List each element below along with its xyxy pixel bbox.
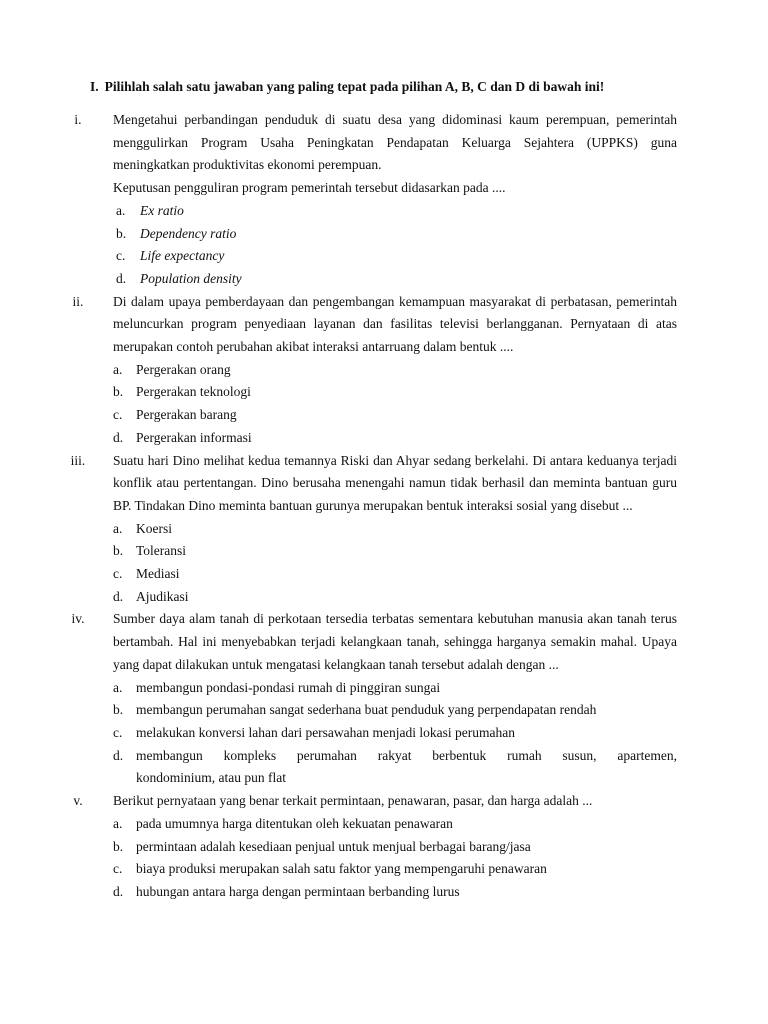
instruction-heading <box>90 78 690 96</box>
option-b[interactable] <box>113 836 677 859</box>
option-text: Ajudikasi <box>136 588 189 604</box>
section-number: I. <box>90 79 99 94</box>
option-d[interactable] <box>113 427 677 450</box>
question-number: i. <box>74 112 82 127</box>
option-d[interactable] <box>113 586 677 609</box>
option-label: a. <box>113 815 123 831</box>
option-label: d. <box>116 270 127 286</box>
question-1 <box>0 109 768 291</box>
option-label: b. <box>116 225 127 241</box>
option-c[interactable] <box>113 858 677 881</box>
question-number: iv. <box>71 611 85 627</box>
option-text: Pergerakan barang <box>136 407 237 423</box>
question-3 <box>0 450 768 609</box>
option-label: b. <box>113 384 124 400</box>
question-stem <box>113 291 677 359</box>
option-a[interactable] <box>113 200 677 223</box>
option-label: a. <box>116 202 126 218</box>
option-b[interactable] <box>113 699 677 722</box>
option-text: Population density <box>140 270 242 286</box>
option-text: pada umumnya harga ditentukan oleh kekuatan penawaran <box>136 815 453 831</box>
option-label: c. <box>113 724 123 740</box>
options-list <box>113 518 677 609</box>
option-label: b. <box>113 543 124 559</box>
option-label: b. <box>113 702 124 718</box>
option-text-continued: kondominium, atau pun flat <box>136 770 286 786</box>
option-text: melakukan konversi lahan dari persawahan menjadi lokasi perumahan <box>136 724 515 740</box>
option-text: permintaan adalah kesediaan penjual untuk menjual berbagai barang/jasa <box>136 838 531 854</box>
option-label: d. <box>113 883 124 899</box>
option-a[interactable] <box>113 813 677 836</box>
question-prompt: Keputusan pengguliran program pemerintah tersebut didasarkan pada .... <box>113 180 506 196</box>
option-label: d. <box>113 588 124 604</box>
question-paragraph: Berikut pernyataan yang benar terkait permintaan, penawaran, pasar, dan harga adalah ... <box>113 793 593 809</box>
option-text: Toleransi <box>136 543 187 559</box>
question-stem <box>113 790 677 813</box>
option-text: Ex ratio <box>140 202 184 218</box>
option-text: Life expectancy <box>140 248 225 264</box>
option-b[interactable] <box>113 540 677 563</box>
option-label: a. <box>113 361 123 377</box>
question-stem <box>113 450 677 518</box>
option-text: Pergerakan teknologi <box>136 384 251 400</box>
option-d[interactable] <box>113 268 677 291</box>
question-number: ii. <box>72 293 84 309</box>
option-text: membangun kompleks perumahan rakyat berbentuk rumah susun, apartemen, <box>136 747 677 763</box>
question-paragraph: Di dalam upaya pemberdayaan dan pengembangan kemampuan masyarakat di perbatasan, pemerintah meluncurkan program penyediaan layanan dan fasilitas televisi berlangganan. Pernyataan di atas merupakan contoh perubahan akibat interaksi antarruang dalam bentuk .... <box>113 293 677 355</box>
option-c[interactable] <box>113 722 677 745</box>
question-4 <box>0 608 768 790</box>
option-label: d. <box>113 747 124 763</box>
option-a[interactable] <box>113 359 677 382</box>
option-text: membangun pondasi-pondasi rumah di pinggiran sungai <box>136 679 441 695</box>
option-label: a. <box>113 679 123 695</box>
option-c[interactable] <box>113 404 677 427</box>
question-paragraph: Suatu hari Dino melihat kedua temannya Riski dan Ahyar sedang berkelahi. Di antara keduanya terjadi konflik atau pertentangan. Dino berusaha menengahi namun tidak berhasil dan meminta bantuan guru BP. Tindakan Dino meminta bantuan gurunya merupakan bentuk interaksi sosial yang disebut ... <box>113 452 677 513</box>
question-number: iii. <box>70 452 86 468</box>
option-a[interactable] <box>113 518 677 541</box>
option-text: Pergerakan orang <box>136 361 231 377</box>
option-b[interactable] <box>113 223 677 246</box>
option-a[interactable] <box>113 677 677 700</box>
question-stem <box>113 109 677 200</box>
question-stem <box>113 608 677 676</box>
options-list <box>113 813 677 904</box>
option-text: Pergerakan informasi <box>136 429 252 445</box>
instruction-text: Pilihlah salah satu jawaban yang paling tepat pada pilihan A, B, C dan D di bawah ini! <box>104 79 605 94</box>
option-c[interactable] <box>113 563 677 586</box>
option-label: d. <box>113 429 124 445</box>
option-label: b. <box>113 838 124 854</box>
option-label: c. <box>113 566 123 582</box>
option-text: Dependency ratio <box>140 225 237 241</box>
question-5 <box>0 790 768 904</box>
question-2 <box>0 291 768 450</box>
option-d[interactable] <box>113 745 677 790</box>
question-number: v. <box>73 793 83 809</box>
option-text: Koersi <box>136 520 172 536</box>
option-text: hubungan antara harga dengan permintaan berbanding lurus <box>136 883 460 899</box>
option-label: c. <box>116 248 126 264</box>
option-text: Mediasi <box>136 566 180 582</box>
option-label: a. <box>113 520 123 536</box>
option-c[interactable] <box>113 245 677 268</box>
option-label: c. <box>113 861 123 877</box>
question-list <box>0 109 768 904</box>
question-paragraph: Sumber daya alam tanah di perkotaan tersedia terbatas sementara kebutuhan manusia akan tanah terus bertambah. Hal ini menyebabkan terjadi kelangkaan tanah, sehingga harganya semakin mahal. Upaya yang dapat dilakukan untuk mengatasi kelangkaan tanah tersebut adalah dengan ... <box>113 611 677 672</box>
question-paragraph: Mengetahui perbandingan penduduk di suatu desa yang didominasi kaum perempuan, pemerintah menggulirkan Program Usaha Peningkatan Pendapatan Keluarga Sejahtera (UPPKS) guna meningkatkan produktivitas ekonomi perempuan. <box>113 112 677 173</box>
option-b[interactable] <box>113 381 677 404</box>
option-text: biaya produksi merupakan salah satu faktor yang mempengaruhi penawaran <box>136 861 547 877</box>
options-list <box>113 359 677 450</box>
options-list <box>113 200 677 291</box>
option-label: c. <box>113 407 123 423</box>
option-d[interactable] <box>113 881 677 904</box>
options-list <box>113 677 677 791</box>
option-text: membangun perumahan sangat sederhana buat penduduk yang perpendapatan rendah <box>136 702 597 718</box>
